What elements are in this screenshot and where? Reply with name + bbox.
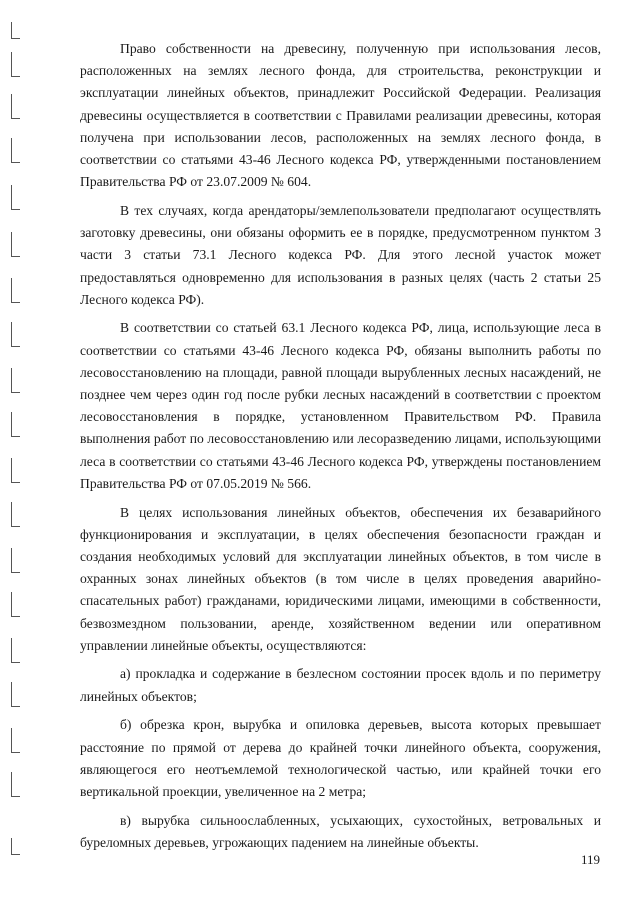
paragraph: Право собственности на древесину, полученную при использования лесов, расположенных на землях лесного фонда, для строительства, реконструкции и эксплуатации линейных объектов, принадлежит Российской Федерации. Реализация древесины осуществляется в соответствии с Правилами реализации древесины, которая получена при использовании лесов, расположенных на землях лесного фонда, в соответствии со статьями 43-46 Лесного кодекса РФ, утвержденными постановлением Правительства РФ от 23.07.2009 № 604. xyxy=(80,41,601,190)
paragraph: В тех случаях, когда арендаторы/землепользователи предполагают осуществлять заготовку древесины, они обязаны оформить ее в порядке, предусмотренном пунктом 3 части 3 статьи 73.1 Лесного кодекса РФ. Для этого лесной участок может предоставляться одновременно для использования в разных целях (часть 2 статьи 25 Лесного кодекса РФ). xyxy=(80,202,601,307)
paragraph: В целях использования линейных объектов, обеспечения их безаварийного функционирования и эксплуатации, в целях обеспечения безопасности граждан и создания необходимых условий для эксплуатации линейных объектов, в том числе в охранных зонах линейных объектов (в том числе в целях проведения аварийно-спасательных работ) гражданами, юридическими лицами, имеющими в собственности, безвозмездном пользовании, аренде, хозяйственном ведении или оперативном управлении линейные объекты, осуществляются: xyxy=(80,504,601,653)
binding-edge-marks xyxy=(0,0,40,905)
page-number: 119 xyxy=(580,852,600,867)
paragraph: В соответствии со статьей 63.1 Лесного кодекса РФ, лица, использующие леса в соответствии со статьями 43-46 Лесного кодекса РФ, обязаны выполнить работы по лесовосстановлению на площади, равной площади вырубленных лесных насаждений, не позднее чем через один год после рубки лесных насаждений в соответствии с проектом лесовосстановления в порядке, установленном Правительством РФ. Правила выполнения работ по лесовосстановлению или лесоразведению лицами, использующими леса в соответствии со статьями 43-46 Лесного кодекса РФ, утверждены постановлением Правительства РФ от 07.05.2019 № 566. xyxy=(80,320,601,491)
list-item: а) прокладка и содержание в безлесном состоянии просек вдоль и по периметру линейных объектов; xyxy=(80,666,601,704)
document-body xyxy=(80,38,601,861)
list-item: в) вырубка сильноослабленных, усыхающих, сухостойных, ветровальных и буреломных деревьев, угрожающих падением на линейные объекты. xyxy=(80,812,601,850)
list-item: б) обрезка крон, вырубка и опиловка деревьев, высота которых превышает расстояние по прямой от дерева до крайней точки линейного объекта, сооружения, являющегося его неотъемлемой технологической частью, или крайней точки его вертикальной проекции, увеличенное на 2 метра; xyxy=(80,717,601,799)
